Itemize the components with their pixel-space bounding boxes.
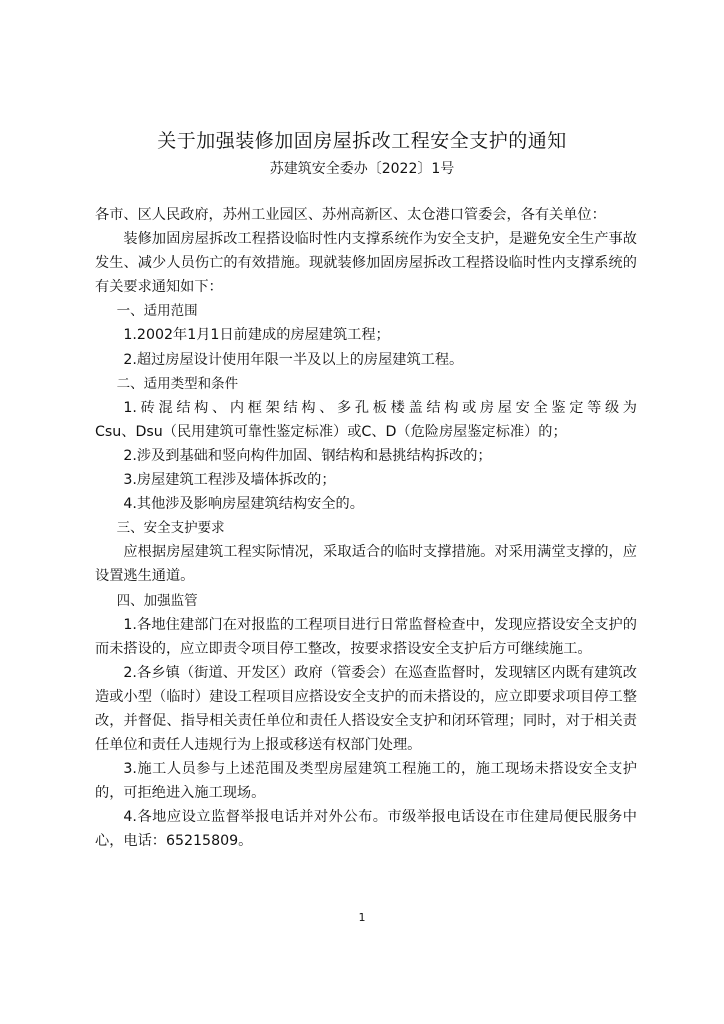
section-heading-support: 三、安全支护要求: [116, 520, 225, 537]
scope-item: 2.超过房屋设计使用年限一半及以上的房屋建筑工程。: [123, 351, 464, 368]
page-number: 1: [358, 911, 366, 924]
supervision-item: 2.各乡镇（街道、开发区）政府（管委会）在巡查监督时，发现辖区内既有建筑改造或小型（临时）建设工程项目应搭设安全支护的而未搭设的，应立即要求项目停工整改，并督促、指导相关责任单位和责任人搭设安全支护和闭环管理；同时，对于相关责任单位和责任人违规行为上报或移送有权部门处理。: [95, 664, 637, 754]
types-item-line: 1.砖混结构、内框架结构、多孔板楼盖结构或房屋安全鉴定等级为: [123, 399, 637, 416]
intro-paragraph: 装修加固房屋拆改工程搭设临时性内支撑系统作为安全支护，是避免安全生产事故发生、减少人员伤亡的有效措施。现就装修加固房屋拆改工程搭设临时性内支撑系统的有关要求通知如下：: [95, 231, 637, 296]
types-item: 4.其他涉及影响房屋建筑结构安全的。: [123, 496, 364, 513]
document-title: 关于加强装修加固房屋拆改工程安全支护的通知: [157, 130, 567, 152]
supervision-item: 4.各地应设立监督举报电话并对外公布。市级举报电话设在市住建局便民服务中心，电话：65215809。: [95, 809, 637, 850]
addressee: 各市、区人民政府，苏州工业园区、苏州高新区、太仓港口管委会，各有关单位：: [95, 207, 606, 223]
support-paragraph: 应根据房屋建筑工程实际情况，采取适合的临时支撑措施。对采用满堂支撑的，应设置逃生通道。: [95, 544, 637, 585]
types-item: 2.涉及到基础和竖向构件加固、钢结构和悬挑结构拆改的；: [123, 447, 492, 464]
supervision-item: 3.施工人员参与上述范围及类型房屋建筑工程施工的，施工现场未搭设安全支护的，可拒绝进入施工现场。: [95, 761, 637, 802]
section-heading-scope: 一、适用范围: [116, 303, 198, 320]
section-heading-types: 二、适用类型和条件: [116, 375, 239, 392]
document-body: [95, 203, 637, 854]
section-heading-supervision: 四、加强监管: [116, 592, 198, 609]
supervision-item: 1.各地住建部门在对报监的工程项目进行日常监督检查中，发现应搭设安全支护的而未搭设的，应立即责令项目停工整改，按要求搭设安全支护后方可继续施工。: [95, 616, 637, 657]
scope-item: 1.2002年1月1日前建成的房屋建筑工程；: [123, 327, 390, 344]
types-item: 3.房屋建筑工程涉及墙体拆改的；: [123, 472, 336, 489]
document-number: 苏建筑安全委办〔2022〕1号: [269, 161, 455, 177]
types-item-line: Csu、Dsu（民用建筑可靠性鉴定标准）或C、D（危险房屋鉴定标准）的；: [95, 423, 567, 440]
